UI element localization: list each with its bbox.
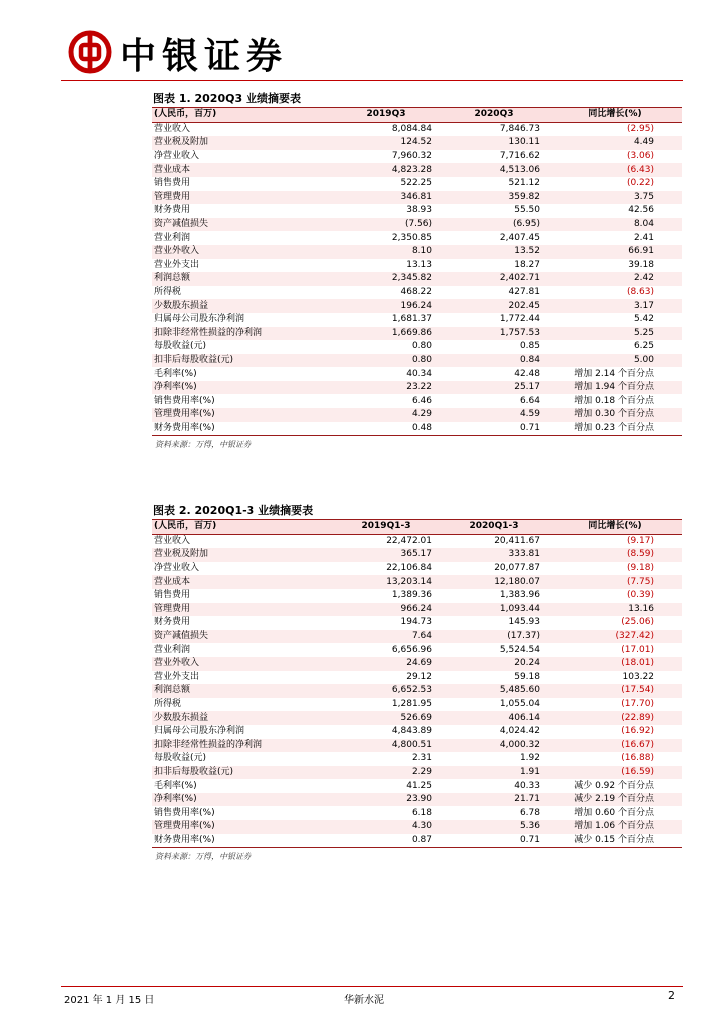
value-growth: (9.17) (626, 535, 654, 546)
row-label: 少数股东损益 (152, 299, 332, 313)
value-growth: (0.22) (626, 178, 654, 189)
value-growth: (2.95) (626, 123, 654, 134)
value-growth: 4.49 (548, 136, 682, 150)
value-prior: 346.81 (332, 191, 440, 205)
value-current: 0.71 (440, 422, 548, 436)
col-header-item: (人民币，百万) (152, 108, 332, 122)
value-current: 4,024.42 (499, 726, 540, 737)
row-label: 营业外支出 (154, 671, 200, 682)
table-row (152, 272, 682, 286)
row-label: 资产减值损失 (152, 630, 332, 644)
value-prior: 24.69 (332, 657, 440, 671)
value-prior: 4,823.28 (332, 163, 440, 177)
value-current: 4,000.32 (440, 739, 548, 753)
value-current: (6.95) (440, 218, 548, 232)
row-label: 财务费用率(%) (152, 834, 332, 848)
value-prior: 7,960.32 (391, 151, 432, 162)
value-growth: 66.91 (548, 245, 682, 259)
table-body (152, 122, 682, 436)
value-current: 1.92 (519, 753, 540, 764)
value-growth: 5.00 (548, 354, 682, 368)
table-row (152, 204, 682, 218)
value-growth: 42.56 (628, 205, 654, 216)
table-row (152, 575, 682, 589)
row-label: 扣除非经常性损益的净利润 (152, 327, 332, 341)
table-row (152, 136, 682, 150)
value-prior: 4,843.89 (391, 726, 432, 737)
table-row (152, 671, 682, 685)
value-current: 20,411.67 (494, 535, 540, 546)
value-current: 18.27 (514, 259, 540, 270)
row-label: 净利率(%) (152, 381, 332, 395)
value-growth: (327.42) (548, 630, 682, 644)
row-label: 营业外收入 (152, 657, 332, 671)
value-growth: (18.01) (548, 657, 682, 671)
value-current: 145.93 (508, 617, 540, 628)
value-growth: 8.04 (548, 218, 682, 232)
value-prior: 41.25 (406, 780, 432, 791)
value-current: 1.91 (440, 766, 548, 780)
value-current: 13.52 (440, 245, 548, 259)
value-growth: (17.01) (621, 644, 654, 655)
table-row (152, 589, 682, 603)
table-row (152, 534, 682, 548)
value-prior: 124.52 (332, 136, 440, 150)
value-prior: 23.90 (332, 793, 440, 807)
value-growth: 减少 0.15 个百分点 (548, 834, 682, 848)
value-growth: 增加 2.14 个百分点 (574, 368, 654, 379)
header-divider (61, 80, 683, 81)
row-label: 营业利润 (154, 644, 191, 655)
table-row (152, 394, 682, 408)
value-current: 521.12 (508, 178, 540, 189)
value-prior: 22,472.01 (386, 535, 432, 546)
row-label: 每股收益(元) (154, 341, 207, 352)
value-current: 0.84 (440, 354, 548, 368)
row-label: 利润总额 (152, 272, 332, 286)
value-current: 25.17 (440, 381, 548, 395)
value-current: 7,846.73 (499, 123, 540, 134)
value-current: 40.33 (514, 780, 540, 791)
source-note: 资料来源：万得，中银证券 (155, 852, 251, 862)
row-label: 财务费用 (154, 205, 191, 216)
table-row (152, 367, 682, 381)
value-growth: (16.88) (621, 753, 654, 764)
table-row (152, 299, 682, 313)
value-current: 42.48 (514, 368, 540, 379)
value-current: 6.64 (519, 395, 540, 406)
footer-divider (61, 986, 683, 987)
value-current: 59.18 (514, 671, 540, 682)
table-row (152, 177, 682, 191)
value-prior: 4.30 (332, 820, 440, 834)
value-growth: (9.18) (626, 563, 654, 574)
value-prior: 7.64 (332, 630, 440, 644)
value-growth: (17.54) (548, 684, 682, 698)
page-number: 2 (668, 989, 675, 1002)
row-label: 营业外支出 (154, 259, 200, 270)
row-label: 归属母公司股东净利润 (154, 314, 245, 325)
value-growth: 3.75 (548, 191, 682, 205)
table-row (152, 793, 682, 807)
row-label: 扣非后每股收益(元) (152, 766, 332, 780)
value-prior: 0.80 (411, 341, 432, 352)
col-header-prior: 2019Q3 (332, 108, 440, 122)
value-prior: 6,656.96 (391, 644, 432, 655)
brand-name: 中银证券 (120, 35, 289, 77)
col-header-item: (人民币，百万) (152, 520, 332, 534)
value-current: 202.45 (440, 299, 548, 313)
value-current: 4.59 (440, 408, 548, 422)
table-row (152, 834, 682, 848)
value-prior: 196.24 (332, 299, 440, 313)
value-current: 427.81 (508, 287, 540, 298)
value-prior: 0.48 (332, 422, 440, 436)
value-prior: 194.73 (400, 617, 432, 628)
value-prior: 23.22 (332, 381, 440, 395)
row-label: 销售费用 (154, 178, 191, 189)
table-row (152, 163, 682, 177)
value-prior: 4.29 (332, 408, 440, 422)
value-prior: 13,203.14 (332, 575, 440, 589)
value-growth: 5.25 (548, 327, 682, 341)
source-note: 资料来源：万得，中银证券 (155, 440, 251, 450)
table-row (152, 150, 682, 164)
row-label: 净利率(%) (152, 793, 332, 807)
value-growth: (7.75) (548, 575, 682, 589)
value-prior: 0.87 (332, 834, 440, 848)
value-growth: (16.67) (548, 739, 682, 753)
table-row (152, 684, 682, 698)
value-current: 6.78 (519, 807, 540, 818)
table-row (152, 354, 682, 368)
col-header-growth: 同比增长(%) (548, 108, 682, 122)
value-prior: 8,084.84 (391, 123, 432, 134)
value-prior: 522.25 (400, 178, 432, 189)
value-prior: 1,281.95 (391, 699, 432, 710)
table-row (152, 422, 682, 436)
value-growth: (3.06) (626, 151, 654, 162)
value-growth: (16.59) (548, 766, 682, 780)
row-label: 营业收入 (154, 123, 191, 134)
value-prior: 6,652.53 (332, 684, 440, 698)
footer-date: 2021 年 1 月 15 日 (64, 995, 155, 1006)
row-label: 财务费用率(%) (152, 422, 332, 436)
value-prior: 8.10 (332, 245, 440, 259)
value-current: 5,485.60 (440, 684, 548, 698)
value-prior: 1,669.86 (332, 327, 440, 341)
row-label: 毛利率(%) (154, 368, 197, 379)
table-row (152, 643, 682, 657)
summary-table-q3 (152, 108, 682, 436)
value-prior: 6.46 (411, 395, 432, 406)
table-header-row (152, 108, 682, 122)
value-growth: (6.43) (548, 163, 682, 177)
value-growth: (16.92) (621, 726, 654, 737)
value-prior: 4,800.51 (332, 739, 440, 753)
value-prior: 0.80 (332, 354, 440, 368)
row-label: 营业税及附加 (152, 136, 332, 150)
value-growth: 103.22 (622, 671, 654, 682)
value-prior: 29.12 (406, 671, 432, 682)
table-row (152, 381, 682, 395)
value-prior: 365.17 (332, 548, 440, 562)
value-growth: 6.25 (633, 341, 654, 352)
row-label: 营业成本 (152, 575, 332, 589)
value-current: 359.82 (440, 191, 548, 205)
value-growth: 增加 1.06 个百分点 (548, 820, 682, 834)
value-prior: 526.69 (332, 711, 440, 725)
value-current: 0.71 (440, 834, 548, 848)
bank-of-china-logo-icon (68, 30, 112, 74)
row-label: 扣除非经常性损益的净利润 (152, 739, 332, 753)
row-label: 所得税 (154, 699, 182, 710)
table-row (152, 408, 682, 422)
value-prior: (7.56) (332, 218, 440, 232)
value-prior: 1,681.37 (391, 314, 432, 325)
value-growth: (17.70) (621, 699, 654, 710)
table-body (152, 534, 682, 848)
row-label: 销售费用率(%) (154, 807, 215, 818)
row-label: 资产减值损失 (152, 218, 332, 232)
value-growth: (22.89) (548, 711, 682, 725)
table-row (152, 259, 682, 273)
row-label: 营业收入 (154, 535, 191, 546)
row-label: 管理费用 (152, 191, 332, 205)
col-header-growth: 同比增长(%) (548, 520, 682, 534)
table-row (152, 327, 682, 341)
col-header-current: 2020Q1-3 (440, 520, 548, 534)
value-prior: 38.93 (406, 205, 432, 216)
col-header-current: 2020Q3 (440, 108, 548, 122)
table-row (152, 779, 682, 793)
value-current: 1,055.04 (499, 699, 540, 710)
row-label: 少数股东损益 (152, 711, 332, 725)
row-label: 营业成本 (152, 163, 332, 177)
value-current: (17.37) (440, 630, 548, 644)
row-label: 营业外收入 (152, 245, 332, 259)
row-label: 财务费用 (154, 617, 191, 628)
value-growth: 增加 1.94 个百分点 (548, 381, 682, 395)
row-label: 管理费用 (152, 603, 332, 617)
value-growth: 增加 0.18 个百分点 (574, 395, 654, 406)
value-current: 55.50 (514, 205, 540, 216)
row-label: 管理费用率(%) (152, 408, 332, 422)
table-row (152, 286, 682, 300)
value-prior: 1,389.36 (391, 590, 432, 601)
value-prior: 13.13 (406, 259, 432, 270)
footer-company: 华新水泥 (344, 995, 384, 1006)
value-current: 1,772.44 (499, 314, 540, 325)
value-prior: 966.24 (332, 603, 440, 617)
row-label: 所得税 (154, 287, 182, 298)
value-current: 21.71 (440, 793, 548, 807)
value-growth: (8.59) (548, 548, 682, 562)
value-current: 4,513.06 (440, 163, 548, 177)
value-current: 12,180.07 (440, 575, 548, 589)
value-prior: 2,350.85 (391, 232, 432, 243)
table-row (152, 711, 682, 725)
row-label: 每股收益(元) (154, 753, 207, 764)
value-current: 1,383.96 (499, 590, 540, 601)
value-prior: 2.29 (332, 766, 440, 780)
figure-2 (152, 503, 682, 862)
value-current: 2,407.45 (499, 232, 540, 243)
value-current: 406.14 (440, 711, 548, 725)
value-growth: 增加 0.60 个百分点 (574, 807, 654, 818)
table-row (152, 630, 682, 644)
table-row (152, 313, 682, 327)
value-current: 2,402.71 (440, 272, 548, 286)
table-row (152, 191, 682, 205)
table-row (152, 231, 682, 245)
value-growth: 2.42 (548, 272, 682, 286)
value-prior: 22,106.84 (386, 563, 432, 574)
row-label: 归属母公司股东净利润 (154, 726, 245, 737)
value-growth: 减少 2.19 个百分点 (548, 793, 682, 807)
table-row (152, 752, 682, 766)
row-label: 扣非后每股收益(元) (152, 354, 332, 368)
row-label: 销售费用率(%) (154, 395, 215, 406)
value-current: 5,524.54 (499, 644, 540, 655)
figure-1-title: 图表 1. 2020Q3 业绩摘要表 (152, 91, 682, 108)
table-row (152, 657, 682, 671)
table-row (152, 698, 682, 712)
table-row (152, 739, 682, 753)
value-current: 130.11 (440, 136, 548, 150)
value-prior: 6.18 (411, 807, 432, 818)
row-label: 净营业收入 (154, 151, 200, 162)
col-header-prior: 2019Q1-3 (332, 520, 440, 534)
row-label: 管理费用率(%) (152, 820, 332, 834)
table-row (152, 340, 682, 354)
table-row (152, 725, 682, 739)
value-growth: 增加 0.23 个百分点 (548, 422, 682, 436)
value-current: 333.81 (440, 548, 548, 562)
value-growth: 39.18 (628, 259, 654, 270)
row-label: 净营业收入 (154, 563, 200, 574)
table-row (152, 766, 682, 780)
value-prior: 2.31 (411, 753, 432, 764)
value-prior: 2,345.82 (332, 272, 440, 286)
figure-2-title: 图表 2. 2020Q1-3 业绩摘要表 (152, 503, 682, 520)
table-row (152, 820, 682, 834)
row-label: 毛利率(%) (154, 780, 197, 791)
row-label: 销售费用 (154, 590, 191, 601)
value-growth: (8.63) (626, 287, 654, 298)
value-current: 20.24 (440, 657, 548, 671)
value-growth: 减少 0.92 个百分点 (574, 780, 654, 791)
table-row (152, 603, 682, 617)
value-growth: 增加 0.30 个百分点 (548, 408, 682, 422)
value-growth: 13.16 (548, 603, 682, 617)
value-growth: 3.17 (548, 299, 682, 313)
table-row (152, 562, 682, 576)
table-row (152, 806, 682, 820)
table-row (152, 616, 682, 630)
table-row (152, 548, 682, 562)
table-header-row (152, 520, 682, 534)
row-label: 营业税及附加 (152, 548, 332, 562)
value-current: 5.36 (440, 820, 548, 834)
table-row (152, 245, 682, 259)
value-prior: 468.22 (400, 287, 432, 298)
row-label: 营业利润 (154, 232, 191, 243)
table-row (152, 122, 682, 136)
value-prior: 40.34 (406, 368, 432, 379)
table-row (152, 218, 682, 232)
value-growth: (25.06) (621, 617, 654, 628)
value-growth: 5.42 (633, 314, 654, 325)
value-current: 1,093.44 (440, 603, 548, 617)
value-current: 0.85 (519, 341, 540, 352)
summary-table-q1-3 (152, 520, 682, 848)
row-label: 利润总额 (152, 684, 332, 698)
value-current: 20,077.87 (494, 563, 540, 574)
value-current: 7,716.62 (499, 151, 540, 162)
value-growth: 2.41 (633, 232, 654, 243)
value-growth: (0.39) (626, 590, 654, 601)
figure-1 (152, 91, 682, 450)
value-current: 1,757.53 (440, 327, 548, 341)
